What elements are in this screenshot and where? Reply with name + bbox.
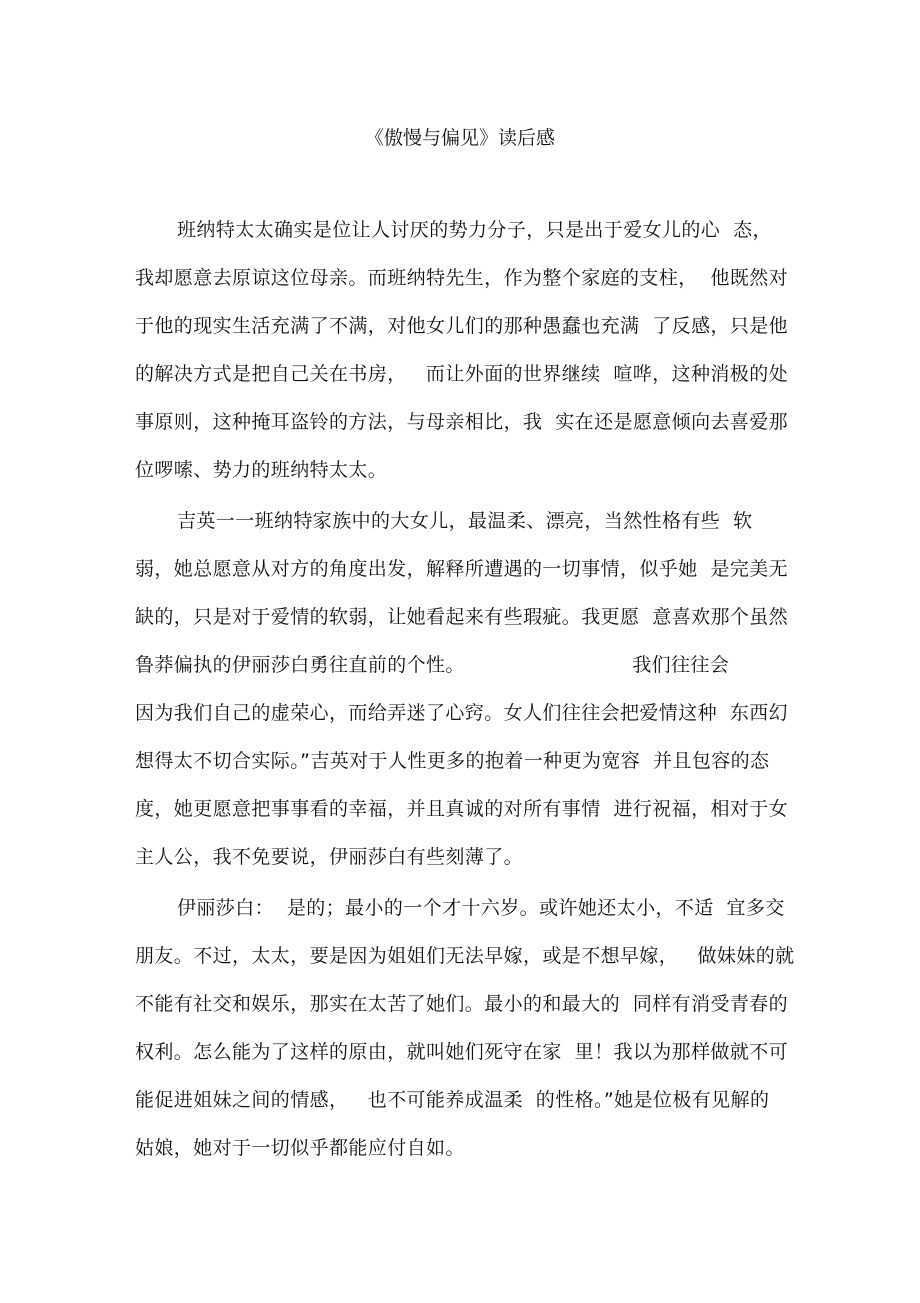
text-line: 事原则，这种掩耳盗铃的方法，与母亲相比，我 实在还是愿意倾向去喜爱那 — [135, 411, 789, 433]
text-line: 于他的现实生活充满了不满，对他女儿们的那种愚蠢也充满 了反感，只是他 — [135, 315, 789, 337]
text-line: 班纳特太太确实是位让人讨厌的势力分子，只是出于爱女儿的心 态， — [177, 219, 772, 241]
text-line: 不能有社交和娱乐，那实在太苦了她们。最小的和最大的 同样有消受青春的 — [135, 993, 789, 1015]
paragraph-1 — [135, 206, 789, 494]
document-title: 《傲慢与偏见》读后感 — [364, 127, 555, 149]
paragraph-2 — [135, 497, 789, 881]
text-line: 朋友。不过，太太，要是因为姐姐们无法早嫁，或是不想早嫁， 做妹妹的就 — [135, 945, 795, 967]
text-line: 位啰嗦、势力的班纳特太太。 — [135, 459, 388, 481]
text-line: 伊丽莎白： 是的；最小的一个才十六岁。或许她还太小，不适 宜多交 — [177, 897, 785, 919]
text-line: 因为我们自己的虚荣心，而给弄迷了心窍。女人们往往会把爱情这种 东西幻 — [135, 702, 789, 724]
text-line: 弱，她总愿意从对方的角度出发，解释所遭遇的一切事情，似乎她 是完美无 — [135, 558, 789, 580]
text-line: 的解决方式是把自己关在书房， 而让外面的世界继续 喧哗，这种消极的处 — [135, 363, 788, 385]
text-line: 度，她更愿意把事事看的幸福，并且真诚的对所有事情 进行祝福，相对于女 — [135, 798, 789, 820]
text-line: 吉英一一班纳特家族中的大女儿，最温柔、漂亮，当然性格有些 软 — [177, 510, 753, 532]
text-line: 缺的，只是对于爱情的软弱，让她看起来有些瑕疵。我更愿 意喜欢那个虽然 — [135, 606, 789, 628]
text-line: 能促进姐妹之间的情感， 也不可能养成温柔 的性格。”她是位极有见解的 — [135, 1089, 770, 1111]
text-line: 想得太不切合实际。”吉英对于人性更多的抱着一种更为宽容 并且包容的态 — [135, 750, 770, 772]
text-line: 权利。怎么能为了这样的原由，就叫她们死守在家 里！我以为那样做就不可 — [135, 1041, 789, 1063]
text-line: 鲁莽偏执的伊丽莎白勇往直前的个性。 我们往往会 — [135, 654, 730, 676]
text-line: 我却愿意去原谅这位母亲。而班纳特先生，作为整个家庭的支柱， 他既然对 — [135, 267, 789, 289]
text-line: 主人公，我不免要说，伊丽莎白有些刻薄了。 — [135, 846, 524, 868]
text-line: 姑娘，她对于一切似乎都能应付自如。 — [135, 1137, 465, 1159]
paragraph-3 — [135, 884, 795, 1172]
